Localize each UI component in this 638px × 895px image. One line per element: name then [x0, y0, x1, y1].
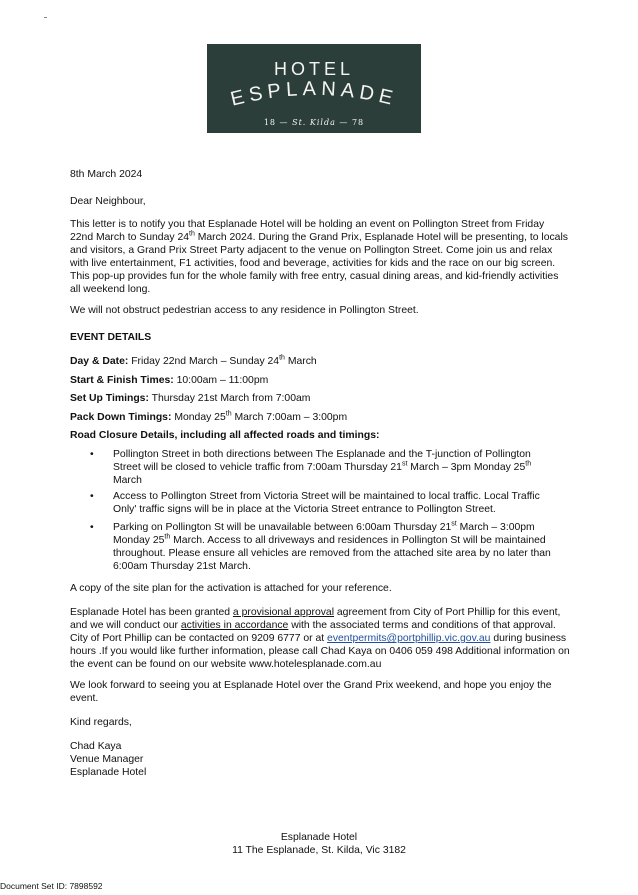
packdown-value-b: March 7:00am – 3:00pm: [231, 412, 348, 423]
email-link[interactable]: eventpermits@portphillip.vic.gov.au: [327, 633, 491, 644]
bullet-sup: th: [525, 460, 532, 468]
kind-regards: Kind regards,: [70, 717, 132, 728]
hotel-logo: [207, 44, 421, 133]
bullet-sup: st: [451, 520, 457, 528]
approval-text-b: agreement from City of Port Phillip for this event, and we will conduct our: [70, 607, 561, 631]
setup-value: Thursday 21st March from 7:00am: [148, 393, 311, 404]
bullet-text: March: [113, 475, 142, 486]
bullet-sup: st: [401, 460, 408, 468]
document-set-id: Document Set ID: 7898592: [0, 881, 103, 891]
approval-text-a: Esplanade Hotel has been granted: [70, 607, 233, 618]
day-value-b: March: [284, 356, 317, 367]
intro-sup: th: [189, 230, 195, 238]
intro-text-b: March 2024. During the Grand Prix, Esplanade Hotel will be presenting, to locals and visitors, a Grand Prix Street Party adjacent to the venue on Pollington Street. Come join us and relax with live entertainment, F1 activities, food and beverage, activities for kids and the race on our big screen. This pop-up provides fun for the whole family with free entry, casual dining areas, and kid-friendly activities all weekend long.: [70, 232, 568, 295]
detail-times: [70, 374, 570, 387]
bullet-text: Parking on Pollington St will be unavailable between 6:00am Thursday 21: [113, 522, 452, 533]
packdown-label: Pack Down Timings:: [70, 412, 172, 423]
event-details-heading: EVENT DETAILS: [70, 332, 152, 343]
footer-address: 11 The Esplanade, St. Kilda, Vic 3182: [232, 845, 406, 856]
day-label: Day & Date:: [70, 356, 129, 367]
intro-paragraph: [70, 218, 570, 296]
logo-script: St. Kilda: [292, 118, 336, 127]
letter-date: 8th March 2024: [70, 169, 143, 180]
bullet-body: [113, 521, 560, 573]
setup-label: Set Up Timings:: [70, 393, 149, 404]
detail-day-date: [70, 355, 570, 368]
times-label: Start & Finish Times:: [70, 375, 174, 386]
approval-paragraph: [70, 606, 570, 671]
salutation: Dear Neighbour,: [70, 196, 146, 207]
closing-paragraph: We look forward to seeing you at Esplanade Hotel over the Grand Prix weekend, and hope you enjoy the event.: [70, 680, 552, 704]
approval-underline-1: a provisional approval: [232, 607, 335, 618]
times-value: 10:00am – 11:00pm: [173, 375, 269, 386]
bullet-sup: th: [164, 533, 171, 541]
packdown-sup: th: [225, 410, 232, 418]
approval-text-d: during business hours .If you would like further information, please call Chad Kaya on 0406 059 498 Additional information on the event can be found on our website www.hotelesplanade.com.au: [70, 633, 570, 670]
footer-line-1: Esplanade Hotel: [280, 832, 358, 843]
road-closure-heading: Road Closure Details, including all affected roads and timings:: [70, 430, 380, 441]
bullet-text: March – 3:00pm Monday 25: [113, 522, 535, 546]
logo-arc-text: [207, 78, 421, 122]
bullet-dot: •: [90, 522, 94, 533]
scan-speck: [44, 17, 47, 18]
bullet-dot: •: [90, 491, 94, 502]
logo-line-esplanade: ESPLANADE: [228, 78, 400, 111]
packdown-value-a: Monday 25: [171, 412, 226, 423]
signature-title: Venue Manager: [70, 754, 144, 765]
day-value-a: Friday 22nd March – Sunday 24: [128, 356, 280, 367]
signature-company: Esplanade Hotel: [70, 767, 147, 778]
logo-line-hotel: HOTEL: [273, 59, 354, 79]
logo-right-year: 78: [351, 118, 365, 127]
site-plan-paragraph: A copy of the site plan for the activation is attached for your reference.: [70, 583, 392, 594]
bullet-text: Access to Pollington Street from Victoria Street will be maintained to local traffic. Local Traffic Only' traffic signs will be in place at the Victoria Street entrance to Pollington Street.: [113, 491, 540, 515]
detail-packdown: [70, 411, 570, 424]
bullet-body: [113, 448, 560, 487]
signature-name: Chad Kaya: [70, 741, 122, 752]
logo-line-stkilda: 18 — St. Kilda — 78: [263, 118, 365, 127]
logo-left-year: 18: [263, 118, 277, 127]
detail-setup: [70, 392, 570, 405]
bullet-text: March. Access to all driveways and residences in Pollington St will be maintained throughout. Please ensure all vehicles are removed from the attached site area by no later than 6:00am Thursday 21st March.: [113, 535, 551, 572]
bullet-text: Pollington Street in both directions between The Esplanade and the T-junction of Pollington Street will be closed to vehicle traffic from 7:00am Thursday 21: [113, 449, 531, 473]
approval-text-c: with the associated terms and conditions of that approval. City of Port Phillip can be contacted on 9209 6777 or at: [70, 620, 556, 644]
bullet-text: March – 3pm Monday 25: [407, 462, 526, 473]
approval-underline-2: activities in accordance: [180, 620, 289, 631]
intro-text-a: This letter is to notify you that Esplanade Hotel will be holding an event on Pollington Street from Friday 22nd March to Sunday 24: [70, 219, 545, 243]
day-sup: th: [279, 354, 285, 362]
bullet-dot: •: [90, 449, 94, 460]
pedestrian-paragraph: We will not obstruct pedestrian access to any residence in Pollington Street.: [70, 305, 419, 316]
svg-text:ESPLANADE: [228, 78, 399, 111]
bullet-body: [113, 490, 560, 516]
